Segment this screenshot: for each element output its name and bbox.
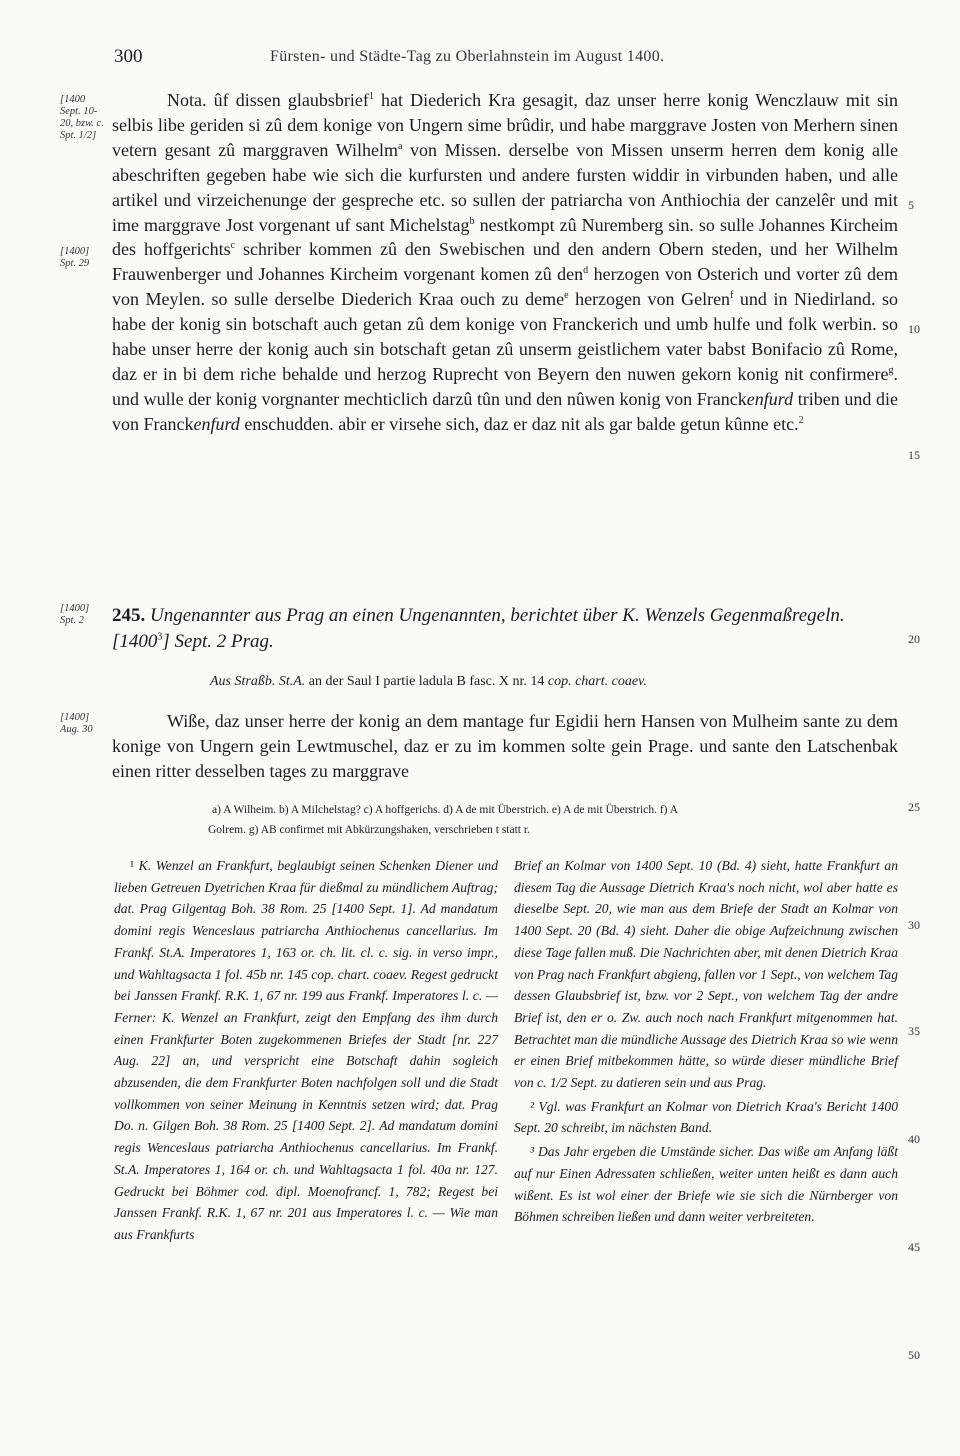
document-title: Ungenannter aus Prag an einen Ungenannten, berichtet über K. Wenzels Gegenmaßregeln. [1400 — [112, 605, 845, 652]
line-number: 15 — [908, 448, 920, 462]
document-number: 245. — [112, 605, 146, 626]
critical-apparatus: a) A Wilheim. b) A Milchelstag? c) A hoffgerichs. d) A de mit Überstrich. e) A de mit Überstrich. f) A Golrem. g) AB confirmet mit Abkürzungshaken, verschrieben t statt r. — [208, 804, 679, 836]
line-number: 50 — [908, 1348, 920, 1362]
source-line: Aus Straßb. St.A. an der Saul I partie ladula B fasc. X nr. 14 cop. chart. coaev. — [210, 674, 647, 689]
footnote-right-column — [514, 855, 898, 1228]
margin-note: [1400] Spt. 2 — [60, 603, 90, 626]
line-number: 25 — [908, 800, 920, 814]
line-number: 45 — [908, 1240, 920, 1254]
document-heading: 245. Ungenannter aus Prag an einen Ungenannten, berichtet über K. Wenzels Gegenmaßregeln. [1400$^3$] Sept. 2 Prag. — [112, 605, 845, 652]
line-number: 30 — [908, 918, 920, 932]
line-number: 35 — [908, 1024, 920, 1038]
line-number: 40 — [908, 1132, 920, 1146]
running-title: Fürsten- und Städte-Tag zu Oberlahnstein im August 1400. — [270, 48, 665, 65]
letter-text: Wiße, daz unser herre der konig an dem mantage fur Egidii hern Hansen von Mulheim sante zu dem konige von Ungern gein Lewtmuschel, daz er zu im kommen solte gein Prage. und sante den Latschenbak einen ritter desselben tages zu marggrave — [112, 711, 898, 781]
footnote-2: ² Vgl. was Frankfurt an Kolmar von Dietrich Kraa's Bericht 1400 Sept. 20 schreibt, im nächsten Band. — [514, 1098, 898, 1136]
nota-paragraph: Nota. ûf dissen glaubsbrief$^1$ hat Diederich Kra gesagit, daz unser herre konig Wenczlauw mit sin selbis libe geriden si zû dem konige von Ungern sime brûdir, und habe marggrave Josten von Merhern sinen vetern gesant zû marggraven Wilhelm$^a$ von Missen. derselbe von Missen unserm herren dem konig alle abeschriften gegeben habe wie sich die kurfursten und andere fursten widdir in virbunden haben, und alle artikel und virzeichenunge der gespreche etc. so sullen der patriarcha von Anthiochia der canzelêr und mit ime marggrave Jost vorgenant uf sant Michelstag$^b$ nestkompt zû Nuremberg sin. so sulle Johannes Kircheim des hoffgerichts$^c$ schriber kommen zû den Swebischen und den andern Obern steden, und her Wilhelm Frauwenberger und Johannes Kircheim vorgenant komen zû den$^d$ herzogen von Osterich und vorter zû dem von Meylen. so sulle derselbe Diederich Kraa ouch zu deme$^e$ herzogen von Gelren$^f$ und in Niedirland. so habe der konig sin botschaft auch getan zû dem konige von Franckerich und umb hulfe und folk werbin. so habe unser herre der konig auch sin botschaft getan zû unserm geistlichem vater babst Bonifacio zû Rome, daz er in bi dem riche behalde und herzog Ruprecht von Beyern den nuwen gekorn konig nit confirmere$^g$. und wulle der konig vorgnanter mechticlich darzû tûn und den nûwen konig von Franckenfurd triben und die von Franckenfurd enschudden. abir er virsehe sich, daz er daz nit als gar balde getun kûnne etc.$^2$ — [112, 90, 899, 434]
footnote-3: ³ Das Jahr ergeben die Umstände sicher. Das wiße am Anfang läßt auf nur Einen Adressaten schließen, weiter unten heißt es dann auch wißent. Es ist wol einer der Briefe wie sie sich die Nürnberger von Böhmen schreiben ließen und dann weiter verbreiteten. — [514, 1144, 898, 1225]
margin-note: [1400] Spt. 29 — [60, 246, 90, 269]
footnote-1-continuation: Brief an Kolmar von 1400 Sept. 10 (Bd. 4) sieht, hatte Frankfurt an diesem Tag die Aussage Dietrich Kraa's noch nicht, wol aber hatte es dieselbe Sept. 20, wie man aus dem Briefe der Stadt an Kolmar von 1400 Sept. 20 (Bd. 4) sieht. Daher die obige Aufzeichnung zwischen diese Tage fallen muß. Die Nachrichten aber, mit denen Dietrich Kraa von Prag nach Frankfurt abgieng, fallen vor 1 Sept., von welchem Tag dessen Glaubsbrief ist, bzw. vor 2 Sept., von welchem Tag der andre Brief ist, den er o. Zw. auch noch nach Frankfurt mitgenommen hat. Betrachtet man die mündliche Aussage des Dietrich Kraa so wie wenn er einen Brief mitbekommen hätte, so würde dieser mündliche Brief von c. 1/2 Sept. zu datieren sein und aus Prag. — [514, 858, 898, 1091]
line-number: 20 — [908, 632, 920, 646]
line-number: 10 — [908, 322, 920, 336]
page-number: 300 — [114, 46, 143, 67]
footnote-left-column: ¹ K. Wenzel an Frankfurt, beglaubigt seinen Schenken Diener und lieben Getreuen Dyetrichen Kraa für dießmal zu mündlichem Auftrag; dat. Prag Gilgentag Boh. 38 Rom. 25 [1400 Sept. 1]. Ad mandatum domini regis Wenceslaus patriarcha Anthiochenus cancellarius. Im Frankf. St.A. Imperatores 1, 163 or. ch. lit. cl. c. sig. in verso impr., und Wahltagsacta 1 fol. 45b nr. 145 cop. chart. coaev. Regest gedruckt bei Janssen Frankf. R.K. 1, 67 nr. 199 aus Frankf. Imperatores l. c. — Ferner: K. Wenzel an Frankfurt, zeigt den Empfang des ihm durch einen Frankfurter Boten zugekommenen Briefes der Stadt [nr. 227 Aug. 22] an, und verspricht eine Botschaft dahin sogleich abzusenden, die dem Frankfurter Boten nachfolgen soll und die Stadt vollkommen von seiner Meinung in Kenntnis setzen wird; dat. Prag Do. n. Gilgen Boh. 38 Rom. 25 [1400 Sept. 2]. Ad mandatum domini regis Wenceslaus patriarcha Anthiochenus cancellarius. Im Frankf. St.A. Imperatores 1, 164 or. ch. und Wahltagsacta 1 fol. 40a nr. 127. Gedruckt bei Böhmer cod. dipl. Moenofrancf. 1, 782; Regest bei Janssen Frankf. R.K. 1, 67 nr. 201 aus Imperatores l. c. — Wie man aus Frankfurts — [114, 858, 498, 1242]
line-number: 5 — [908, 198, 914, 212]
margin-note: [1400] Aug. 30 — [60, 712, 93, 735]
margin-note: [1400 Sept. 10-20, bzw. c. Spt. 1/2] — [60, 94, 104, 141]
